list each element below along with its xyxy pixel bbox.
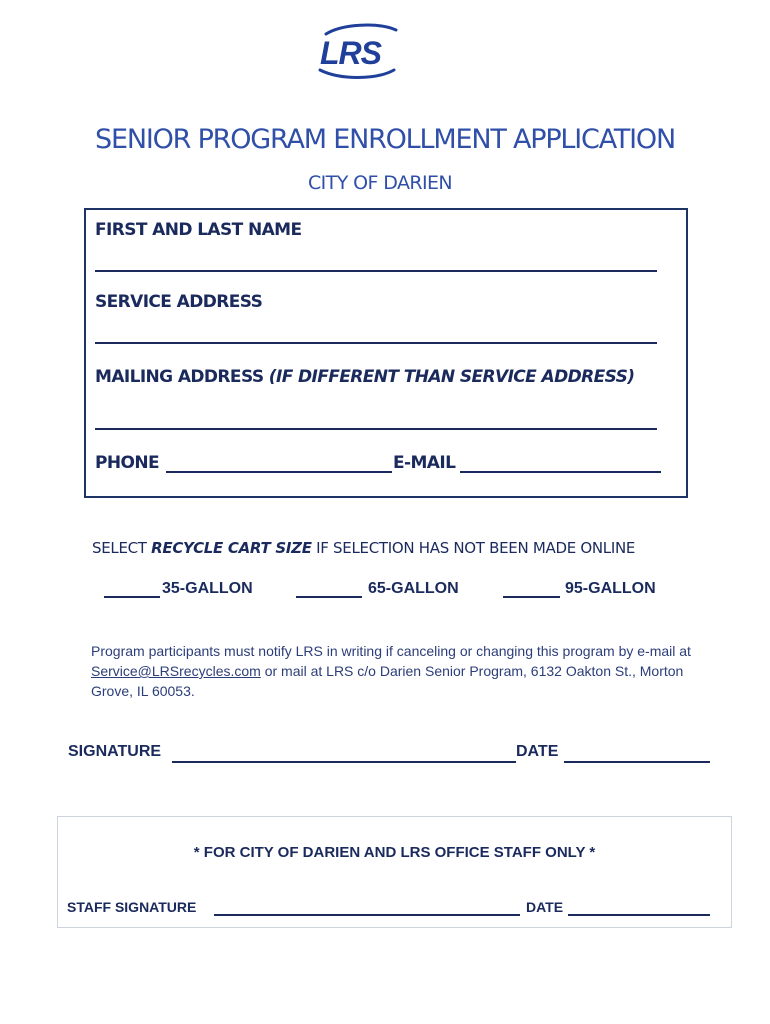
signature-date-input-line[interactable] <box>564 761 710 763</box>
page-subtitle: CITY OF DARIEN <box>308 172 452 194</box>
option-35-checkline[interactable] <box>104 596 160 598</box>
page-title: SENIOR PROGRAM ENROLLMENT APPLICATION <box>95 124 675 155</box>
notice-text-before: Program participants must notify LRS in writing if canceling or changing this program by e-mail at <box>91 643 691 659</box>
mailing-address-label-text: MAILING ADDRESS <box>95 367 264 387</box>
option-65-checkline[interactable] <box>296 596 362 598</box>
staff-signature-label: STAFF SIGNATURE <box>67 899 197 915</box>
service-address-input-line[interactable] <box>95 342 657 344</box>
cart-size-emphasis: RECYCLE CART SIZE <box>151 539 312 557</box>
staff-only-title: * FOR CITY OF DARIEN AND LRS OFFICE STAFF ONLY * <box>193 844 596 861</box>
cancellation-notice <box>91 641 691 701</box>
signature-label: SIGNATURE <box>68 743 162 760</box>
cart-size-prefix: SELECT <box>92 539 147 557</box>
mailing-address-input-line[interactable] <box>95 428 657 430</box>
option-95-gallon[interactable]: 95-GALLON <box>565 580 656 597</box>
phone-input-line[interactable] <box>166 471 392 473</box>
option-35-gallon[interactable]: 35-GALLON <box>162 580 253 597</box>
staff-date-input-line[interactable] <box>568 914 710 916</box>
cart-size-suffix: IF SELECTION HAS NOT BEEN MADE ONLINE <box>316 539 636 557</box>
notice-text-after: or mail at LRS c/o Darien Senior Program, 6132 Oakton St., Morton Grove, IL 60053. <box>91 663 684 699</box>
svg-text:LRS: LRS <box>320 35 381 71</box>
staff-signature-input-line[interactable] <box>214 914 520 916</box>
signature-input-line[interactable] <box>172 761 516 763</box>
option-95-checkline[interactable] <box>503 596 560 598</box>
lrs-logo-graphic <box>312 22 404 80</box>
mailing-address-label <box>95 367 634 387</box>
name-label: FIRST AND LAST NAME <box>95 220 302 240</box>
name-input-line[interactable] <box>95 270 657 272</box>
mailing-address-note: (IF DIFFERENT THAN SERVICE ADDRESS) <box>268 367 635 387</box>
signature-date-label: DATE <box>516 743 559 760</box>
email-input-line[interactable] <box>460 471 661 473</box>
lrs-logo <box>312 22 404 80</box>
staff-date-label: DATE <box>526 899 564 915</box>
cart-size-instruction <box>92 539 635 557</box>
phone-label: PHONE <box>95 453 159 473</box>
option-65-gallon[interactable]: 65-GALLON <box>368 580 459 597</box>
service-email-link[interactable]: Service@LRSrecycles.com <box>91 663 261 679</box>
email-label: E-MAIL <box>393 453 456 473</box>
applicant-info-box <box>84 208 688 498</box>
service-address-label: SERVICE ADDRESS <box>95 292 263 312</box>
